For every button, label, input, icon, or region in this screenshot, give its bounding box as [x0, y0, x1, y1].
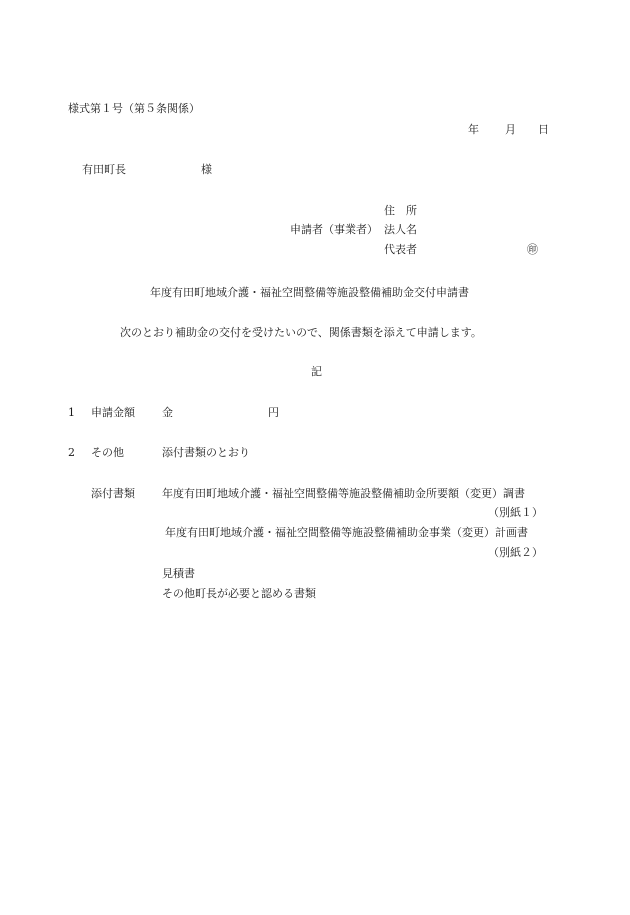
date-month-label: 月	[505, 123, 516, 136]
item-2-label: その他	[91, 446, 124, 459]
item-2-value: 添付書類のとおり	[162, 446, 250, 459]
ki-heading: 記	[311, 365, 322, 378]
item-1-prefix: 金	[162, 406, 173, 419]
item-2-number: 2	[68, 446, 75, 459]
item-1-number: 1	[68, 406, 75, 419]
attachment-4-text: その他町長が必要と認める書類	[162, 587, 316, 600]
item-1-label: 申請金額	[91, 406, 135, 419]
form-number: 様式第１号（第５条関係）	[68, 102, 200, 115]
representative-label: 代表者	[384, 243, 417, 256]
address-label: 住 所	[384, 204, 417, 217]
seal-mark: ㊞	[527, 243, 538, 256]
attachment-1-text: 年度有田町地域介護・福祉空間整備等施設整備補助金所要額（変更）調書	[162, 487, 525, 500]
addressee-title: 有田町長	[82, 163, 126, 176]
document-title: 年度有田町地域介護・福祉空間整備等施設整備補助金交付申請書	[150, 286, 469, 299]
date-day-label: 日	[538, 123, 549, 136]
intro-text: 次のとおり補助金の交付を受けたいので、関係書類を添えて申請します。	[120, 326, 482, 339]
date-year-label: 年	[468, 123, 479, 136]
attachment-1-note: （別紙１）	[488, 506, 543, 519]
addressee-honorific: 様	[201, 163, 212, 176]
applicant-group-label: 申請者（事業者）	[290, 223, 378, 236]
attachment-2-note: （別紙２）	[488, 546, 543, 559]
corp-name-label: 法人名	[384, 223, 417, 236]
attachment-2-text: 年度有田町地域介護・福祉空間整備等施設整備補助金事業（変更）計画書	[165, 526, 528, 539]
attachment-3-text: 見積書	[162, 567, 195, 580]
attachments-label: 添付書類	[91, 487, 135, 500]
item-1-unit: 円	[268, 406, 279, 419]
